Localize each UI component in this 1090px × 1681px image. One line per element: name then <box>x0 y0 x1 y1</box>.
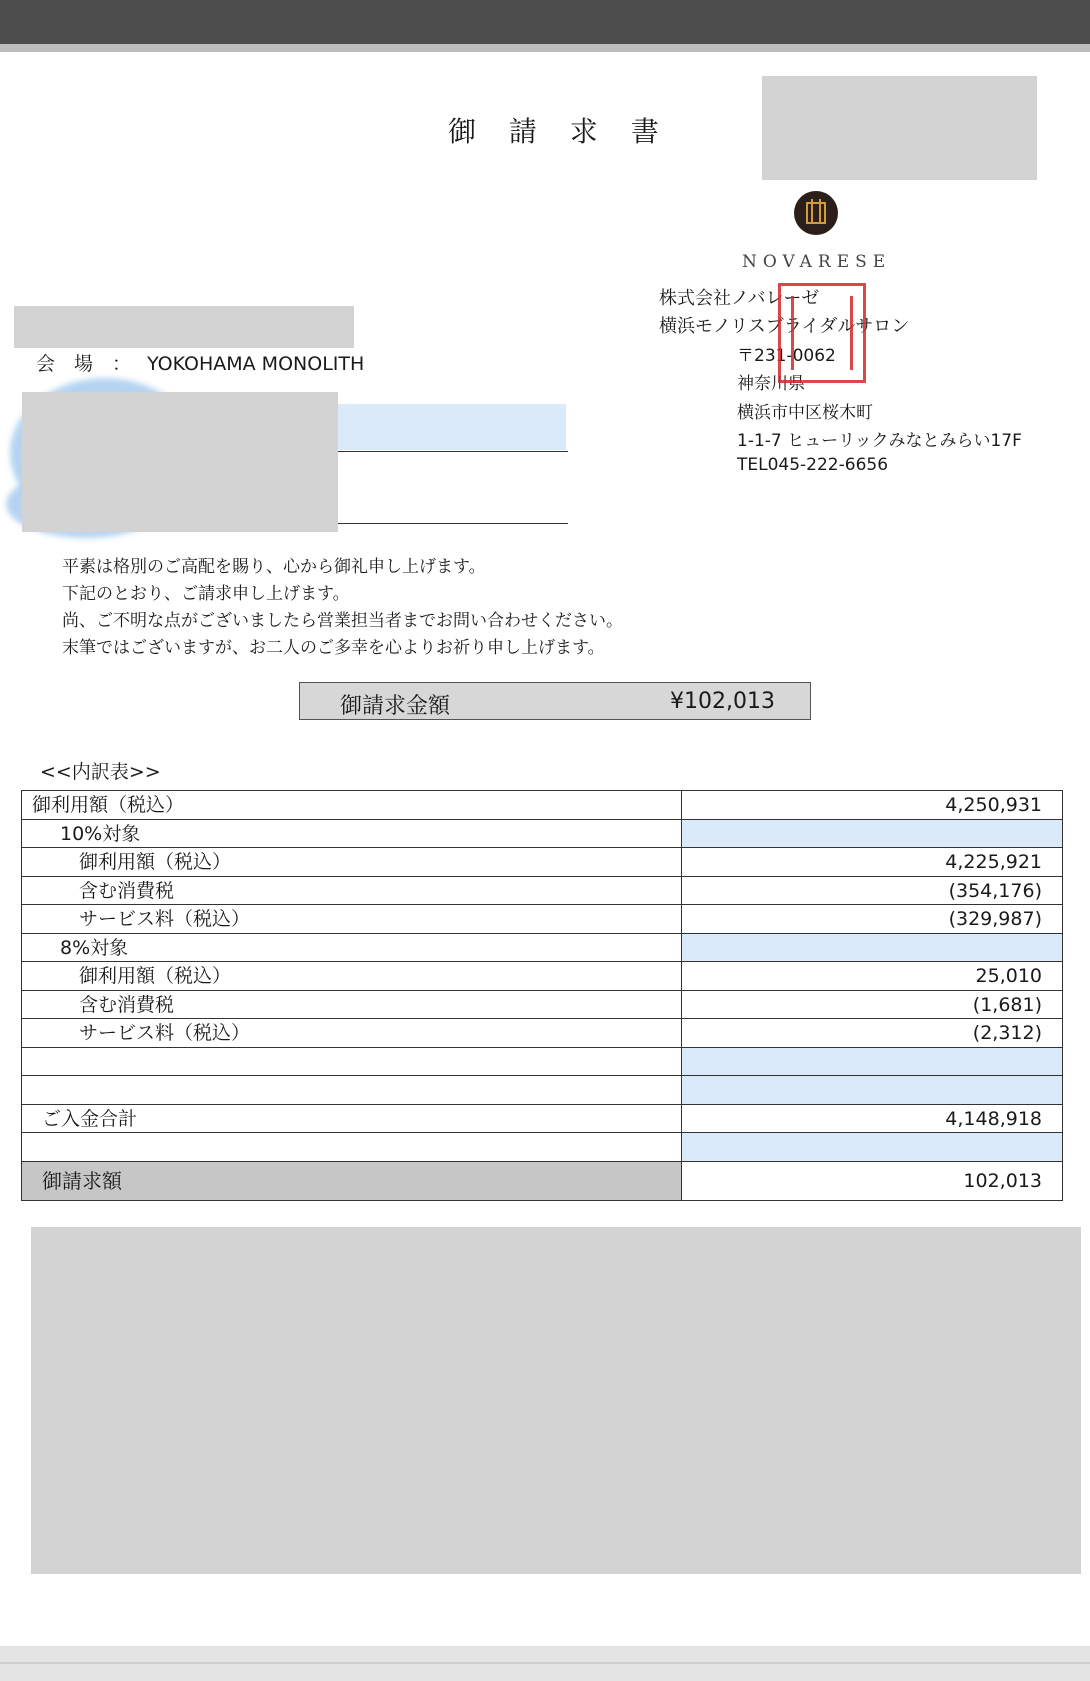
brand-name: NOVARESE <box>742 252 892 272</box>
issuer-city: 横浜市中区桜木町 <box>737 403 873 423</box>
breakdown-heading: <<内訳表>> <box>40 761 161 783</box>
table-row <box>22 1048 1062 1077</box>
issuer-tel: TEL045-222-6656 <box>737 455 889 475</box>
table-row <box>22 1105 1062 1134</box>
row-value <box>682 1133 1062 1161</box>
row-label <box>22 1133 682 1161</box>
greeting-line: 下記のとおり、ご請求申し上げます。 <box>62 584 350 604</box>
row-label: 御利用額（税込） <box>22 848 682 876</box>
table-row <box>22 848 1062 877</box>
row-label: 御利用額（税込） <box>22 962 682 990</box>
row-value: 102,013 <box>963 1169 1042 1192</box>
recipient-name-field <box>330 404 566 450</box>
redacted-block-bottom <box>31 1227 1081 1574</box>
novarese-logo-icon <box>794 191 838 235</box>
row-value: (354,176) <box>948 879 1042 902</box>
row-label: ご入金合計 <box>22 1105 682 1133</box>
greeting-line: 尚、ご不明な点がございましたら営業担当者までお問い合わせください。 <box>62 611 623 631</box>
issuer-company: 株式会社ノバレーゼ <box>659 288 820 309</box>
row-value: 4,148,918 <box>945 1107 1042 1130</box>
viewer-top-edge <box>0 44 1090 52</box>
redacted-block-recipient-top <box>14 306 354 348</box>
greeting-line: 平素は格別のご高配を賜り、心から御礼申し上げます。 <box>62 557 486 577</box>
redacted-block-top-right <box>762 76 1037 180</box>
table-row <box>22 934 1062 963</box>
row-label: サービス料（税込） <box>22 1019 682 1047</box>
issuer-salon: 横浜モノリスブライダルサロン <box>659 316 910 337</box>
table-row <box>22 905 1062 934</box>
row-label: サービス料（税込） <box>22 905 682 933</box>
venue-line <box>36 349 364 376</box>
redacted-block-recipient <box>22 392 338 532</box>
venue-name: YOKOHAMA MONOLITH <box>147 353 365 375</box>
row-value <box>682 820 1062 848</box>
row-label: 御利用額（税込） <box>22 791 682 819</box>
issuer-street: 1-1-7 ヒューリックみなとみらい17F <box>737 431 1022 451</box>
table-row <box>22 1019 1062 1048</box>
recipient-underline <box>330 523 568 524</box>
row-value <box>682 1048 1062 1076</box>
row-label: 含む消費税 <box>22 991 682 1019</box>
viewer-top-bar <box>0 0 1090 44</box>
company-seal <box>778 283 866 383</box>
table-row <box>22 877 1062 906</box>
recipient-underline <box>330 451 568 452</box>
row-value: (2,312) <box>972 1022 1042 1044</box>
row-label <box>22 1048 682 1076</box>
table-row <box>22 791 1062 820</box>
row-value: 4,250,931 <box>945 794 1042 816</box>
document-title: 御 請 求 書 <box>448 115 671 148</box>
row-value: (329,987) <box>948 908 1042 930</box>
row-label: 含む消費税 <box>22 877 682 905</box>
table-row <box>22 1076 1062 1105</box>
row-value <box>682 1076 1062 1104</box>
row-label: 10%対象 <box>22 820 682 848</box>
issuer-prefecture: 神奈川県 <box>737 374 805 394</box>
table-row <box>22 962 1062 991</box>
greeting-line: 末筆ではございますが、お二人のご多幸を心よりお祈り申し上げます。 <box>62 638 605 658</box>
issuer-postal: 〒231-0062 <box>737 346 836 366</box>
row-value: (1,681) <box>972 993 1042 1016</box>
row-label: 8%対象 <box>22 934 682 962</box>
billing-total-amount: ¥102,013 <box>670 689 775 714</box>
table-row-billing-amount <box>22 1162 1062 1200</box>
viewer-bottom-line <box>0 1662 1090 1664</box>
table-row <box>22 820 1062 849</box>
table-row <box>22 1133 1062 1162</box>
row-value: 4,225,921 <box>945 851 1042 873</box>
table-row <box>22 991 1062 1020</box>
venue-label: 会 場 ： <box>36 353 132 375</box>
billing-total-label: 御請求金額 <box>340 694 451 719</box>
row-label <box>22 1076 682 1104</box>
row-label: 御請求額 <box>22 1162 682 1200</box>
billing-total-box <box>299 682 811 720</box>
row-value: 25,010 <box>975 965 1042 987</box>
breakdown-table <box>21 790 1063 1201</box>
row-value <box>682 934 1062 962</box>
